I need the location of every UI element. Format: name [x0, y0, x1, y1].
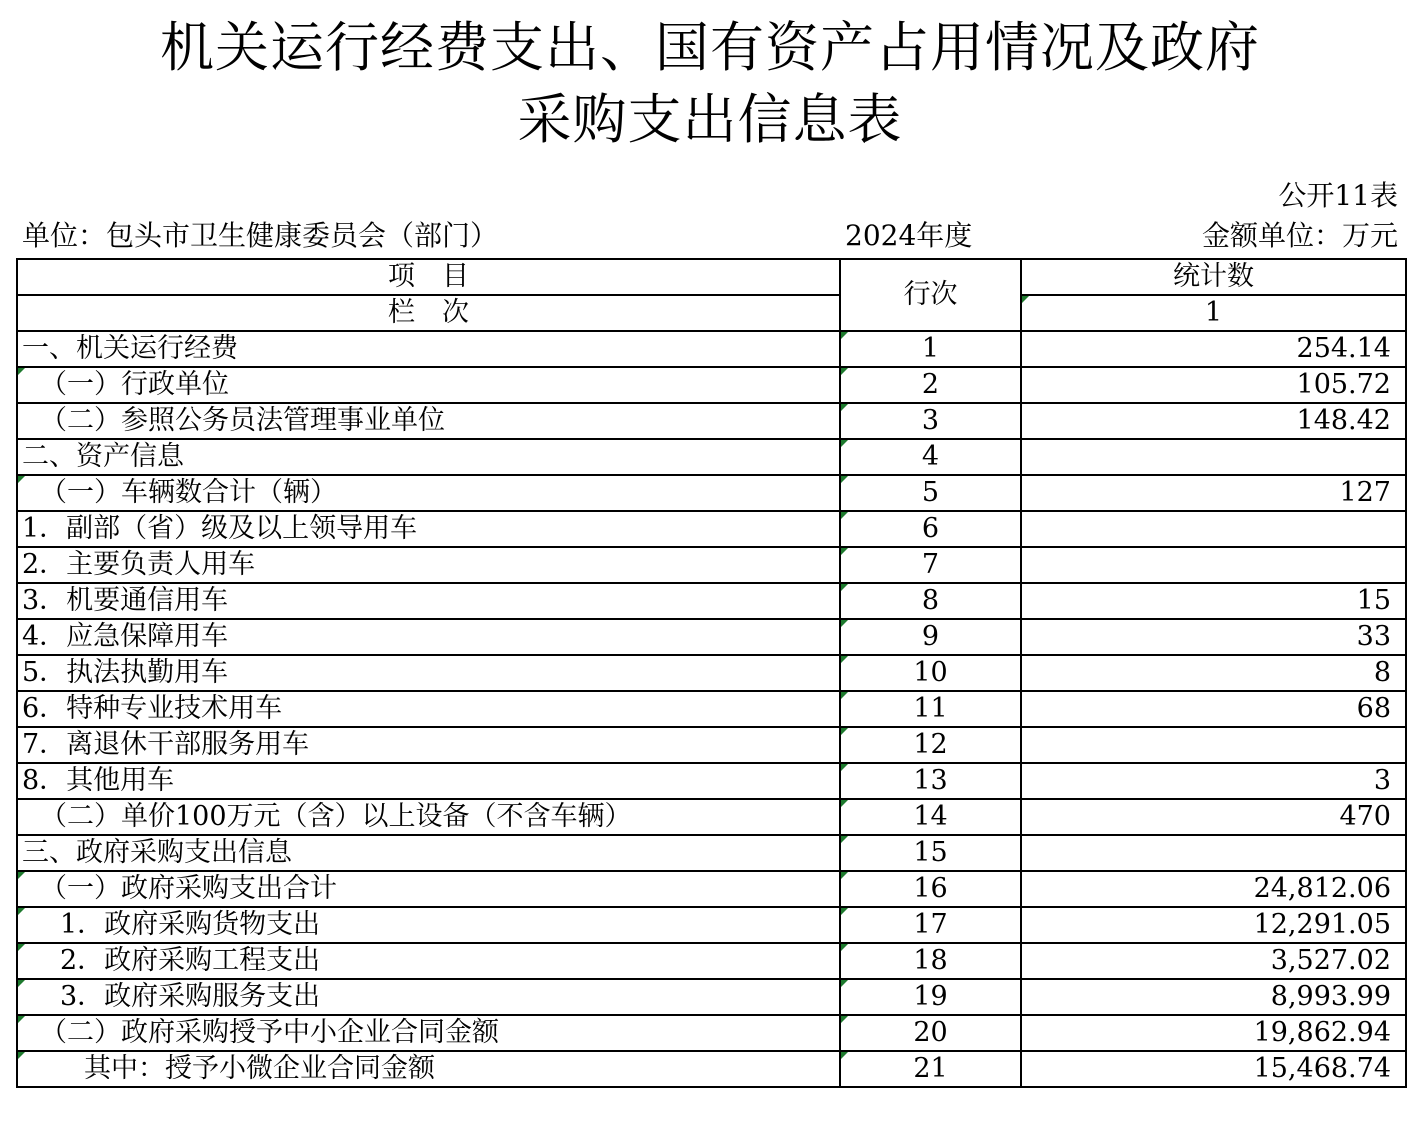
row-label: 7．离退休干部服务用车: [17, 727, 840, 763]
header-stat-col: 1: [1021, 295, 1406, 331]
header-row-1: [17, 259, 1406, 295]
row-value: [1021, 547, 1406, 583]
row-value: 3,527.02: [1021, 943, 1406, 979]
row-no: 1: [840, 331, 1021, 367]
row-label: 3．政府采购服务支出: [17, 979, 840, 1015]
table-row: [17, 907, 1406, 943]
page-title-line1: 机关运行经费支出、国有资产占用情况及政府: [160, 16, 1260, 79]
table-row: [17, 1015, 1406, 1051]
table-row: [17, 835, 1406, 871]
row-value: [1021, 439, 1406, 475]
row-value: 148.42: [1021, 403, 1406, 439]
row-label: 三、政府采购支出信息: [17, 835, 840, 871]
row-no: 2: [840, 367, 1021, 403]
row-label: （二）单价100万元（含）以上设备（不含车辆）: [17, 799, 840, 835]
table-row: [17, 511, 1406, 547]
row-label: 4．应急保障用车: [17, 619, 840, 655]
page-title-line2: 采购支出信息表: [517, 88, 903, 151]
row-label: 1．副部（省）级及以上领导用车: [17, 511, 840, 547]
row-label: 5．执法执勤用车: [17, 655, 840, 691]
row-label: 其中：授予小微企业合同金额: [17, 1051, 840, 1087]
row-value: [1021, 511, 1406, 547]
row-no: 3: [840, 403, 1021, 439]
table-row: [17, 439, 1406, 475]
table-row: [17, 475, 1406, 511]
row-no: 6: [840, 511, 1021, 547]
row-value: 24,812.06: [1021, 871, 1406, 907]
row-value: 68: [1021, 691, 1406, 727]
row-no: 15: [840, 835, 1021, 871]
row-label: 6．特种专业技术用车: [17, 691, 840, 727]
table-row: [17, 367, 1406, 403]
table-row: [17, 403, 1406, 439]
row-value: 12,291.05: [1021, 907, 1406, 943]
header-column-order: 栏 次: [17, 295, 840, 331]
row-no: 11: [840, 691, 1021, 727]
header-row-2: [17, 295, 1406, 331]
table-row: [17, 583, 1406, 619]
row-value: 8,993.99: [1021, 979, 1406, 1015]
row-no: 8: [840, 583, 1021, 619]
form-number: 公开11表: [1278, 179, 1398, 212]
header-stat: 统计数: [1021, 259, 1406, 295]
table-row: [17, 1051, 1406, 1087]
row-no: 21: [840, 1051, 1021, 1087]
row-no: 17: [840, 907, 1021, 943]
row-value: 19,862.94: [1021, 1015, 1406, 1051]
table-row: [17, 547, 1406, 583]
row-label: 2．主要负责人用车: [17, 547, 840, 583]
row-value: 470: [1021, 799, 1406, 835]
row-label: 二、资产信息: [17, 439, 840, 475]
row-no: 4: [840, 439, 1021, 475]
amount-unit-label: 金额单位：万元: [1201, 219, 1398, 252]
row-no: 14: [840, 799, 1021, 835]
row-label: 一、机关运行经费: [17, 331, 840, 367]
row-no: 5: [840, 475, 1021, 511]
table-row: [17, 655, 1406, 691]
row-label: （一）行政单位: [17, 367, 840, 403]
header-row-no: 行次: [840, 259, 1021, 331]
row-label: （一）车辆数合计（辆）: [17, 475, 840, 511]
table-row: [17, 727, 1406, 763]
table-row: [17, 871, 1406, 907]
row-no: 13: [840, 763, 1021, 799]
row-label: 3．机要通信用车: [17, 583, 840, 619]
row-value: 15,468.74: [1021, 1051, 1406, 1087]
row-value: [1021, 727, 1406, 763]
row-no: 16: [840, 871, 1021, 907]
row-no: 12: [840, 727, 1021, 763]
table-row: [17, 979, 1406, 1015]
row-value: 254.14: [1021, 331, 1406, 367]
row-label: （二）政府采购授予中小企业合同金额: [17, 1015, 840, 1051]
row-label: （二）参照公务员法管理事业单位: [17, 403, 840, 439]
row-value: 3: [1021, 763, 1406, 799]
row-label: 1．政府采购货物支出: [17, 907, 840, 943]
table-row: [17, 619, 1406, 655]
table-row: [17, 799, 1406, 835]
table-row: [17, 691, 1406, 727]
row-no: 20: [840, 1015, 1021, 1051]
table-row: [17, 943, 1406, 979]
row-value: 8: [1021, 655, 1406, 691]
info-table: [16, 258, 1407, 1088]
row-label: 2．政府采购工程支出: [17, 943, 840, 979]
row-label: （一）政府采购支出合计: [17, 871, 840, 907]
table-row: [17, 763, 1406, 799]
row-no: 9: [840, 619, 1021, 655]
row-label: 8．其他用车: [17, 763, 840, 799]
row-value: 15: [1021, 583, 1406, 619]
row-value: [1021, 835, 1406, 871]
row-no: 19: [840, 979, 1021, 1015]
row-value: 33: [1021, 619, 1406, 655]
table-row: [17, 331, 1406, 367]
row-no: 10: [840, 655, 1021, 691]
row-no: 18: [840, 943, 1021, 979]
row-value: 127: [1021, 475, 1406, 511]
unit-label: 单位：包头市卫生健康委员会（部门）: [22, 219, 499, 252]
header-item: 项 目: [17, 259, 840, 295]
row-no: 7: [840, 547, 1021, 583]
year-label: 2024年度: [845, 219, 973, 252]
row-value: 105.72: [1021, 367, 1406, 403]
